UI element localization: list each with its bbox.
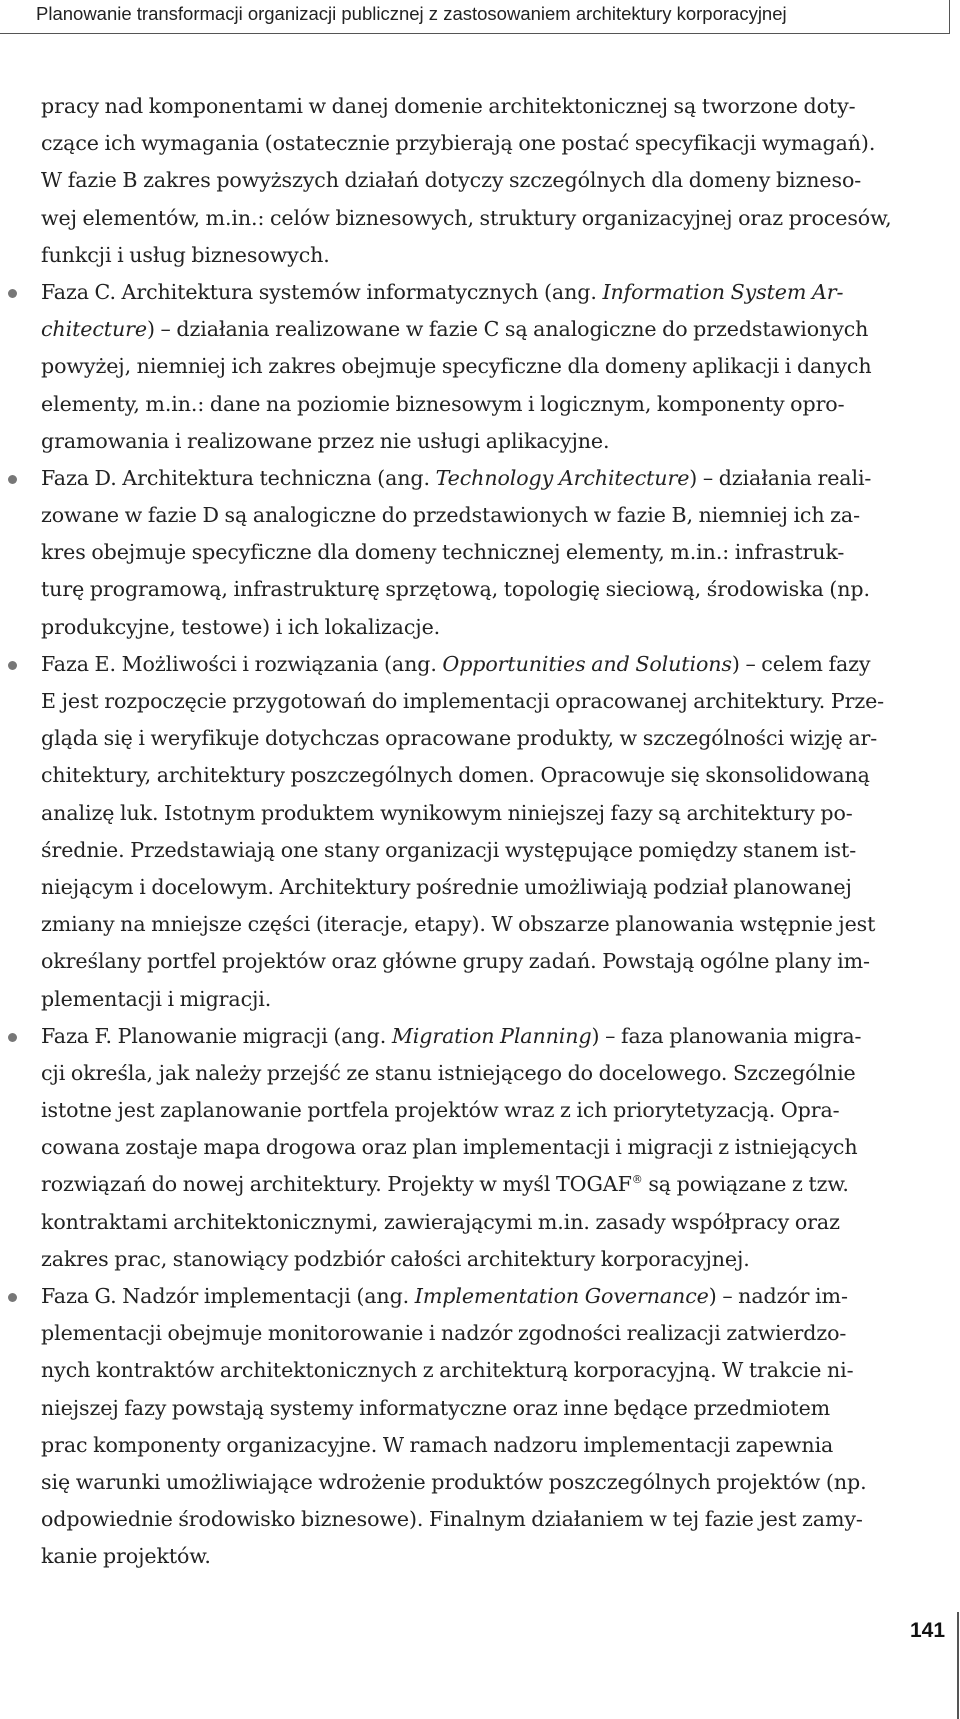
- text-line: określany portfel projektów oraz główne grupy zadań. Powstają ogólne plany im-: [41, 949, 870, 974]
- text-line: prac komponenty organizacyjne. W ramach nadzoru implementacji zapewnia: [41, 1432, 834, 1457]
- text-line: funkcji i usług biznesowych.: [41, 242, 330, 267]
- bullet-icon: [8, 289, 17, 298]
- text-line: powyżej, niemniej ich zakres obejmuje specyficzne dla domeny aplikacji i danych: [41, 354, 872, 379]
- text-span: rozwiązań do nowej architektury. Projekty w myśl TOGAF: [41, 1172, 632, 1197]
- list-item-phase-e: [41, 646, 959, 1018]
- text-line: gląda się i weryfikuje dotychczas opracowane produkty, w szczególności wizję ar-: [41, 726, 878, 751]
- text-line: kontraktami architektonicznymi, zawierającymi m.in. zasady współpracy oraz: [41, 1209, 840, 1234]
- text-line: średnie. Przedstawiają one stany organizacji występujące pomiędzy stanem ist-: [41, 837, 857, 862]
- list-item-phase-f: [41, 1018, 959, 1278]
- english-term: Implementation Governance: [414, 1284, 709, 1308]
- running-title: Planowanie transformacji organizacji publicznej z zastosowaniem architektury korporacyjnej: [36, 3, 787, 24]
- text-line: kres obejmuje specyficzne dla domeny technicznej elementy, m.in.: infrastruk-: [41, 540, 845, 565]
- text-line: kanie projektów.: [41, 1544, 211, 1569]
- text-line: [41, 460, 959, 497]
- registered-mark: ®: [631, 1173, 643, 1187]
- phase-title: Faza F. Planowanie migracji (ang.: [41, 1023, 392, 1048]
- bullet-icon: [8, 1033, 17, 1042]
- text-line: cji określa, jak należy przejść ze stanu istniejącego do docelowego. Szczególnie: [41, 1060, 856, 1085]
- text-line: [41, 311, 959, 348]
- list-item-phase-d: [41, 460, 959, 646]
- text-line: niejącym i docelowym. Architektury pośrednie umożliwiają podział planowanej: [41, 874, 852, 899]
- text-line: chitektury, architektury poszczególnych domen. Opracowuje się skonsolidowaną: [41, 763, 870, 788]
- text-line: turę programową, infrastrukturę sprzętową, topologię sieciową, środowiska (np.: [41, 577, 870, 602]
- text-span: ) – działania reali-: [689, 465, 872, 490]
- running-header: [0, 0, 950, 34]
- text-line: wej elementów, m.in.: celów biznesowych, struktury organizacyjnej oraz procesów,: [41, 205, 892, 230]
- phase-title: Faza C. Architektura systemów informatycznych (ang.: [41, 279, 603, 304]
- bullet-icon: [8, 661, 17, 670]
- english-term: chitecture: [41, 317, 147, 342]
- text-line: niejszej fazy powstają systemy informatyczne oraz inne będące przedmiotem: [41, 1395, 831, 1420]
- page-number-rule: [957, 1612, 959, 1719]
- english-term: Opportunities and Solutions: [442, 651, 732, 676]
- text-line: [41, 1166, 959, 1203]
- text-line: elementy, m.in.: dane na poziomie biznesowym i logicznym, komponenty opro-: [41, 391, 845, 416]
- text-line: plementacji i migracji.: [41, 986, 272, 1011]
- english-term: Migration Planning: [391, 1023, 592, 1048]
- phase-title: Faza E. Możliwości i rozwiązania (ang.: [41, 651, 443, 676]
- english-term: Information System Ar-: [602, 279, 844, 304]
- page-body: [41, 88, 959, 1576]
- text-line: [41, 1018, 959, 1055]
- text-line: E jest rozpoczęcie przygotowań do implementacji opracowanej architektury. Prze-: [41, 689, 885, 713]
- intro-paragraph: [41, 88, 959, 274]
- text-span: ) – nadzór im-: [708, 1284, 848, 1308]
- text-line: cowana zostaje mapa drogowa oraz plan implementacji i migracji z istniejących: [41, 1135, 858, 1160]
- text-line: odpowiednie środowisko biznesowe). Finalnym działaniem w tej fazie jest zamy-: [41, 1507, 863, 1532]
- text-line: zakres prac, stanowiący podzbiór całości architektury korporacyjnej.: [41, 1246, 750, 1271]
- text-span: ) – faza planowania migra-: [591, 1023, 862, 1048]
- text-line: W fazie B zakres powyższych działań dotyczy szczególnych dla domeny bizneso-: [41, 168, 862, 193]
- english-term: Technology Architecture: [435, 465, 690, 490]
- text-line: zowane w fazie D są analogiczne do przedstawionych w fazie B, niemniej ich za-: [41, 503, 860, 528]
- text-line: analizę luk. Istotnym produktem wynikowym niniejszej fazy są architektury po-: [41, 800, 853, 825]
- text-line: [41, 274, 959, 311]
- text-line: istotne jest zaplanowanie portfela projektów wraz z ich priorytetyzacją. Opra-: [41, 1098, 840, 1123]
- text-line: czące ich wymagania (ostatecznie przybierają one postać specyfikacji wymagań).: [41, 131, 876, 156]
- list-item-phase-c: [41, 274, 959, 460]
- text-line: plementacji obejmuje monitorowanie i nadzór zgodności realizacji zatwierdzo-: [41, 1321, 847, 1346]
- text-line: [41, 646, 959, 683]
- text-span: ) – działania realizowane w fazie C są analogiczne do przedstawionych: [146, 317, 869, 342]
- text-line: gramowania i realizowane przez nie usługi aplikacyjne.: [41, 428, 610, 453]
- page-number: 141: [910, 1619, 946, 1642]
- bullet-icon: [8, 475, 17, 484]
- text-line: [41, 1278, 959, 1315]
- text-line: zmiany na mniejsze części (iteracje, etapy). W obszarze planowania wstępnie jest: [41, 912, 876, 937]
- text-span: są powiązane z tzw.: [642, 1172, 849, 1197]
- phase-title: Faza G. Nadzór implementacji (ang.: [41, 1284, 415, 1308]
- text-span: ) – celem fazy: [731, 651, 871, 676]
- text-line: nych kontraktów architektonicznych z architekturą korporacyjną. W trakcie ni-: [41, 1358, 854, 1383]
- text-line: pracy nad komponentami w danej domenie architektonicznej są tworzone doty-: [41, 94, 856, 118]
- bullet-icon: [8, 1293, 17, 1302]
- phase-title: Faza D. Architektura techniczna (ang.: [41, 465, 436, 490]
- list-item-phase-g: [41, 1278, 959, 1576]
- text-line: się warunki umożliwiające wdrożenie produktów poszczególnych projektów (np.: [41, 1469, 867, 1494]
- text-line: produkcyjne, testowe) i ich lokalizacje.: [41, 614, 441, 639]
